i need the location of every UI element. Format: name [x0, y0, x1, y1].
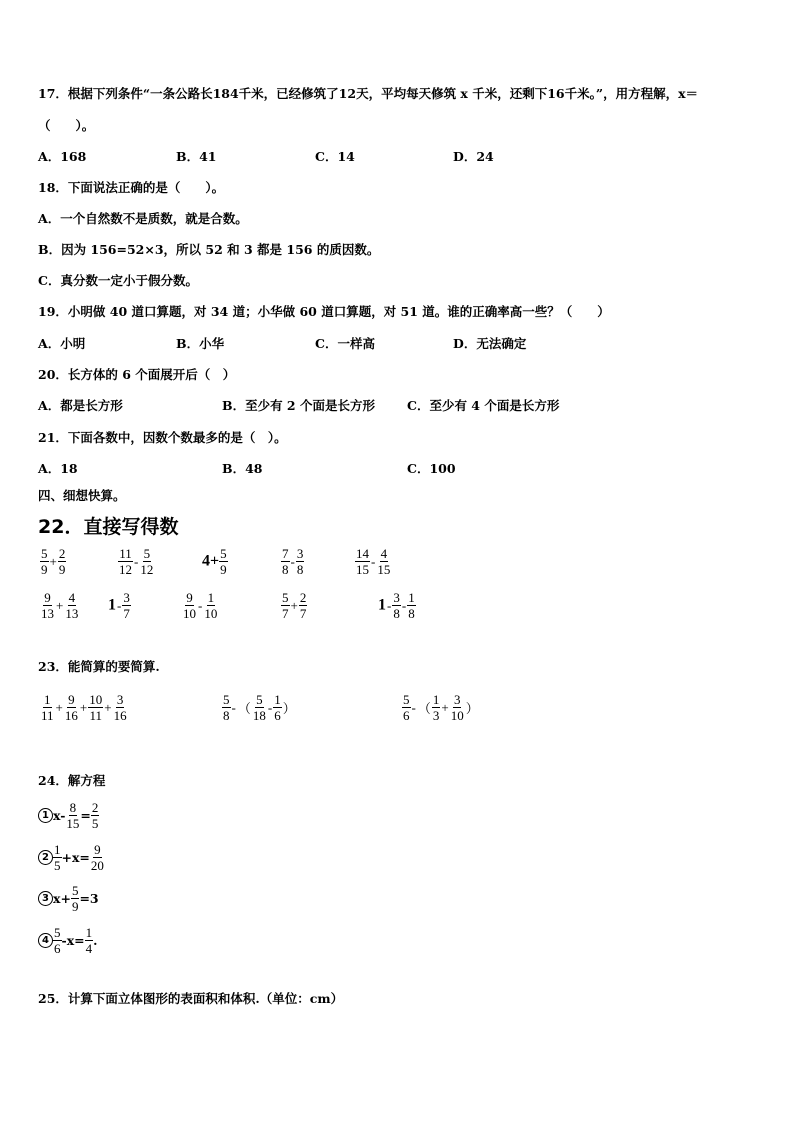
- circled-number: 1: [38, 808, 53, 823]
- q17-stem-line2: （ ）。: [38, 118, 95, 133]
- fraction: [407, 590, 416, 621]
- math-operator: x-: [53, 808, 66, 823]
- denominator: 5: [91, 816, 99, 831]
- numerator: 1: [274, 692, 281, 707]
- fraction: [392, 590, 401, 621]
- denominator: 10: [204, 606, 218, 621]
- numerator: 5: [41, 546, 48, 561]
- math-operator: 4+: [202, 552, 220, 570]
- math-operator: ）: [282, 701, 296, 716]
- q17-option-d[interactable]: D．24: [453, 149, 494, 164]
- math-operator: -x=: [61, 933, 85, 948]
- q17-option-a[interactable]: A．168: [38, 149, 87, 164]
- fraction: [182, 590, 197, 621]
- q24-equation-2: [38, 842, 105, 873]
- q22-expr-6: [40, 590, 79, 621]
- math-operator: -: [411, 699, 416, 715]
- fraction: [139, 546, 154, 577]
- q22-expr-10: [378, 590, 416, 621]
- fraction: [296, 546, 305, 577]
- denominator: 3: [432, 708, 440, 723]
- math-operator: -: [387, 597, 392, 613]
- numerator: 3: [116, 692, 124, 707]
- fraction: [113, 692, 128, 723]
- q19-stem: 19．小明做 40 道口算题，对 34 道；小华做 60 道口算题，对 51 道。谁的正确率高一些？（ ）: [38, 304, 610, 319]
- denominator: 11: [89, 708, 102, 723]
- denominator: 8: [408, 606, 415, 621]
- fraction: [40, 546, 49, 577]
- q23-title: 23．能简算的要简算.: [38, 659, 160, 674]
- numerator: 1: [408, 590, 415, 605]
- denominator: 10: [450, 708, 464, 723]
- fraction: [91, 800, 100, 831]
- fraction: [53, 842, 62, 873]
- q19-option-a[interactable]: A．小明: [38, 336, 86, 351]
- q18-option-a[interactable]: A．一个自然数不是质数，就是合数。: [38, 211, 248, 226]
- numerator: 3: [453, 692, 461, 707]
- q20-option-b[interactable]: B．至少有 2 个面是长方形: [222, 398, 375, 413]
- numerator: 3: [296, 546, 304, 561]
- numerator: 5: [403, 692, 410, 707]
- q22-expr-8: [182, 590, 218, 621]
- denominator: 9: [58, 562, 66, 577]
- denominator: 5: [54, 858, 61, 873]
- fraction: [122, 590, 131, 621]
- math-operator: +: [441, 699, 449, 715]
- denominator: 8: [223, 708, 230, 723]
- denominator: 8: [393, 606, 400, 621]
- math-operator: x+: [53, 891, 71, 906]
- denominator: 4: [85, 941, 93, 956]
- math-operator: +: [79, 699, 88, 715]
- math-operator: 1: [378, 596, 386, 614]
- numerator: 3: [393, 590, 400, 605]
- fraction: [203, 590, 218, 621]
- math-operator: +: [49, 553, 57, 569]
- numerator: 1: [207, 590, 215, 605]
- q18-option-b[interactable]: B．因为 156=52×3，所以 52 和 3 都是 156 的质因数。: [38, 242, 380, 257]
- q21-stem: 21．下面各数中，因数个数最多的是（ ）。: [38, 430, 287, 445]
- section-heading: 四、细想快算。: [38, 488, 126, 503]
- math-operator: -: [267, 699, 273, 715]
- math-operator: -: [134, 553, 139, 569]
- math-operator: =3: [79, 891, 99, 906]
- fraction: [58, 546, 67, 577]
- q19-option-b[interactable]: B．小华: [176, 336, 225, 351]
- denominator: 9: [220, 562, 227, 577]
- numerator: 9: [94, 842, 101, 857]
- denominator: 8: [282, 562, 289, 577]
- numerator: 2: [58, 546, 66, 561]
- numerator: 5: [54, 925, 61, 940]
- math-operator: -: [231, 699, 236, 715]
- numerator: 5: [71, 883, 79, 898]
- q23-expr-1: [40, 692, 128, 723]
- math-operator: -: [198, 597, 203, 613]
- fraction: [222, 692, 231, 723]
- fraction: [88, 692, 103, 723]
- denominator: 7: [299, 606, 307, 621]
- denominator: 15: [377, 562, 391, 577]
- math-operator: +: [56, 597, 64, 613]
- denominator: 13: [65, 606, 79, 621]
- q25-stem: 25．计算下面立体图形的表面积和体积.（单位：cm）: [38, 991, 344, 1006]
- numerator: 5: [143, 546, 151, 561]
- q24-equation-4: [38, 925, 97, 956]
- denominator: 12: [140, 562, 154, 577]
- circled-number: 3: [38, 891, 53, 906]
- q23-expr-3: [402, 692, 480, 723]
- numerator: 2: [299, 590, 307, 605]
- q18-stem: 18．下面说法正确的是（ ）。: [38, 180, 225, 195]
- fraction: [118, 546, 133, 577]
- q22-expr-7: [108, 590, 131, 621]
- fraction: [450, 692, 465, 723]
- circled-number: 2: [38, 850, 53, 865]
- q20-stem: 20．长方体的 6 个面展开后（ ）: [38, 367, 236, 382]
- denominator: 11: [41, 708, 54, 723]
- denominator: 9: [41, 562, 48, 577]
- q22-title: 22．直接写得数: [38, 516, 179, 538]
- numerator: 8: [69, 800, 77, 815]
- numerator: 7: [282, 546, 289, 561]
- fraction: [299, 590, 308, 621]
- q18-option-c[interactable]: C．真分数一定小于假分数。: [38, 273, 198, 288]
- math-operator: +: [55, 699, 63, 715]
- math-operator: +: [104, 699, 112, 715]
- math-operator: =: [80, 808, 91, 823]
- math-operator: 1: [108, 596, 116, 614]
- q24-title: 24．解方程: [38, 773, 106, 788]
- denominator: 8: [296, 562, 304, 577]
- math-operator: .: [93, 933, 98, 948]
- q20-option-c[interactable]: C．至少有 4 个面是长方形: [407, 398, 560, 413]
- q20-option-a[interactable]: A．都是长方形: [38, 398, 123, 413]
- q17-option-b[interactable]: B．41: [176, 149, 217, 164]
- fraction: [281, 546, 290, 577]
- circled-number: 4: [38, 933, 53, 948]
- fraction: [376, 546, 391, 577]
- q22-expr-5: [355, 546, 391, 577]
- numerator: 11: [119, 546, 132, 561]
- denominator: 7: [123, 606, 130, 621]
- numerator: 1: [44, 692, 51, 707]
- numerator: 9: [186, 590, 193, 605]
- denominator: 15: [356, 562, 369, 577]
- q22-expr-3: [202, 546, 228, 577]
- fraction: [53, 925, 62, 956]
- numerator: 5: [256, 692, 263, 707]
- fraction: [65, 800, 80, 831]
- numerator: 1: [85, 925, 93, 940]
- denominator: 9: [71, 899, 79, 914]
- math-operator: +: [290, 597, 298, 613]
- q21-option-a[interactable]: A．18: [38, 461, 78, 476]
- numerator: 5: [220, 546, 227, 561]
- fraction: [90, 842, 105, 873]
- denominator: 16: [113, 708, 127, 723]
- numerator: 5: [223, 692, 230, 707]
- denominator: 7: [282, 606, 289, 621]
- numerator: 1: [54, 842, 61, 857]
- math-operator: -: [371, 553, 376, 569]
- denominator: 12: [119, 562, 132, 577]
- math-operator: （: [237, 701, 251, 716]
- denominator: 10: [183, 606, 196, 621]
- fraction: [64, 692, 79, 723]
- fraction: [355, 546, 370, 577]
- numerator: 10: [89, 692, 103, 707]
- fraction: [40, 692, 55, 723]
- q24-equation-3: [38, 883, 99, 914]
- numerator: 4: [68, 590, 76, 605]
- denominator: 18: [252, 708, 266, 723]
- fraction: [281, 590, 290, 621]
- numerator: 3: [123, 590, 130, 605]
- numerator: 4: [380, 546, 388, 561]
- q19-option-c[interactable]: C．一样高: [315, 336, 375, 351]
- q22-expr-1: [40, 546, 66, 577]
- math-operator: -: [117, 597, 122, 613]
- q17-option-c[interactable]: C．14: [315, 149, 355, 164]
- fraction: [252, 692, 267, 723]
- numerator: 5: [282, 590, 289, 605]
- q22-expr-2: [118, 546, 154, 577]
- q24-equation-1: [38, 800, 99, 831]
- denominator: 20: [90, 858, 104, 873]
- fraction: [402, 692, 411, 723]
- q23-expr-2: [222, 692, 297, 723]
- denominator: 6: [274, 708, 281, 723]
- numerator: 2: [91, 800, 99, 815]
- math-operator: -: [290, 553, 295, 569]
- fraction: [219, 546, 228, 577]
- fraction: [64, 590, 79, 621]
- q22-expr-9: [281, 590, 307, 621]
- denominator: 13: [41, 606, 54, 621]
- numerator: 9: [44, 590, 51, 605]
- q21-option-c[interactable]: C．100: [407, 461, 456, 476]
- numerator: 1: [432, 692, 440, 707]
- q19-option-d[interactable]: D．无法确定: [453, 336, 527, 351]
- denominator: 6: [54, 941, 61, 956]
- math-operator: （: [417, 701, 431, 716]
- math-operator: -: [401, 597, 407, 613]
- math-operator: +x=: [61, 850, 90, 865]
- numerator: 14: [356, 546, 369, 561]
- numerator: 9: [68, 692, 75, 707]
- q22-expr-4: [281, 546, 304, 577]
- q17-stem-line1: 17．根据下列条件“一条公路长184千米，已经修筑了12天，平均每天修筑 x 千米，还剩下16千米。”，用方程解，x＝: [38, 86, 699, 101]
- denominator: 6: [403, 708, 410, 723]
- math-operator: ）: [465, 701, 479, 716]
- q21-option-b[interactable]: B．48: [222, 461, 263, 476]
- denominator: 15: [66, 816, 80, 831]
- denominator: 16: [64, 708, 78, 723]
- fraction: [85, 925, 94, 956]
- fraction: [273, 692, 282, 723]
- fraction: [40, 590, 55, 621]
